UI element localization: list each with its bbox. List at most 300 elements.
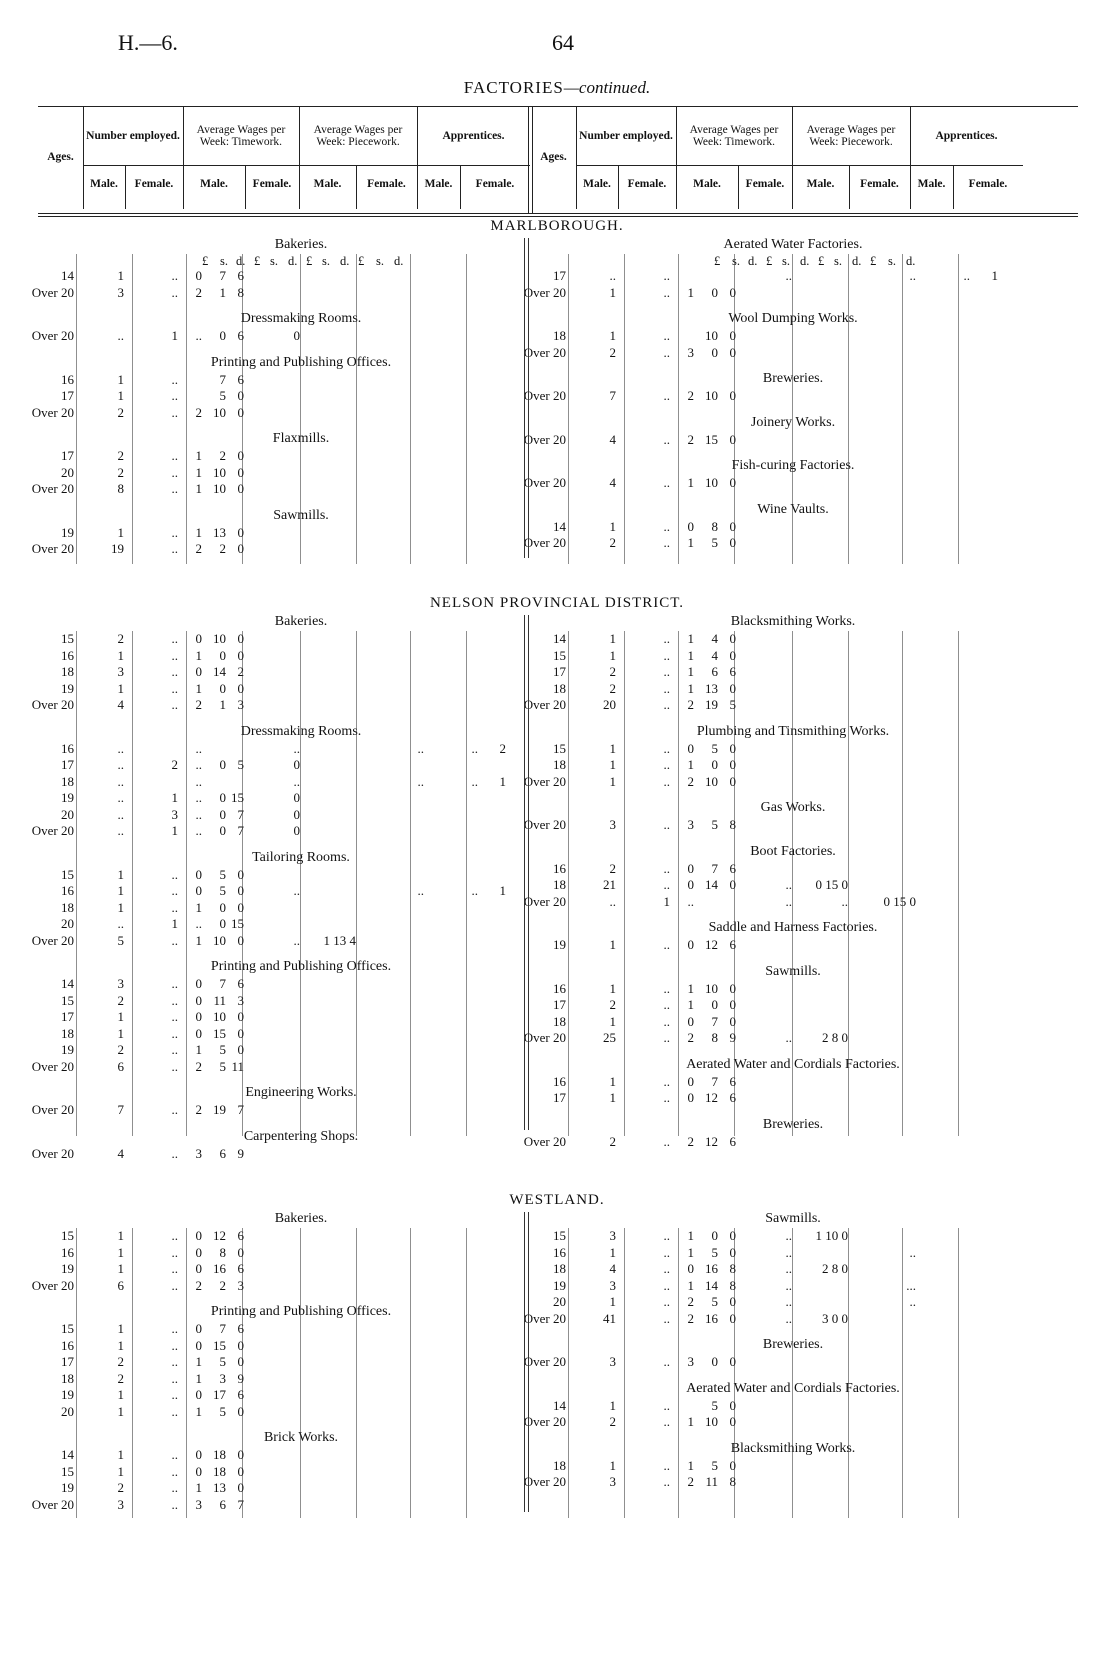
cell-S: 0 <box>711 757 718 772</box>
cell-D: 8 <box>237 284 244 300</box>
table-row <box>26 664 546 681</box>
header-female: Female. <box>134 178 174 190</box>
cell-S: 12 <box>213 1228 226 1243</box>
cell-pm: 0 <box>293 757 300 772</box>
table-row <box>518 268 1038 285</box>
cell-af: 1 <box>499 773 506 789</box>
cell-S: 6 <box>711 664 718 679</box>
cell-L: 1 <box>195 1042 202 1057</box>
cell-f: .. <box>171 448 178 463</box>
money-unit: £ <box>870 254 877 268</box>
cell-S: 10 <box>705 328 718 343</box>
cell-f: .. <box>663 284 670 300</box>
cell-S: 0 <box>219 328 226 343</box>
cell-D: 3 <box>237 697 244 712</box>
cell-age: Over 20 <box>523 893 566 909</box>
cell-m: 2 <box>609 680 616 696</box>
header-piecework: Average Wages per Week: Piecework. <box>806 124 896 148</box>
cell-L: 1 <box>687 535 694 550</box>
cell-f: .. <box>171 371 178 387</box>
cell-L: 1 <box>195 448 202 463</box>
header-female: Female. <box>860 178 899 190</box>
cell-pm: .. <box>785 1294 792 1309</box>
table-row <box>26 790 546 807</box>
cell-am: .. <box>471 740 478 756</box>
cell-age: 17 <box>61 388 74 403</box>
cell-L: 2 <box>687 697 694 712</box>
cell-m: 1 <box>117 1261 124 1276</box>
cell-m: 1 <box>117 1009 124 1024</box>
header-male: Male. <box>917 178 946 190</box>
cell-age: 15 <box>553 647 566 663</box>
cell-D: 6 <box>729 1073 736 1089</box>
cell-S: 1 <box>219 284 226 300</box>
money-unit: s. <box>732 254 740 268</box>
cell-m: 1 <box>117 1321 124 1336</box>
industry-group <box>518 1056 1038 1116</box>
cell-m: .. <box>117 773 124 789</box>
cell-S: 8 <box>711 518 718 534</box>
industry-name: Sawmills. <box>273 507 329 523</box>
cell-f: .. <box>171 1480 178 1495</box>
cell-f: .. <box>171 1025 178 1041</box>
cell-age: 18 <box>553 680 566 696</box>
industry-name: Dressmaking Rooms. <box>240 311 362 326</box>
cell-L: 1 <box>687 680 694 696</box>
industry-name: Bakeries. <box>274 1211 328 1226</box>
cell-L: 2 <box>195 1058 202 1074</box>
cell-m: 8 <box>117 481 124 496</box>
cell-D: 3 <box>237 1277 244 1293</box>
industry-group <box>26 1128 546 1172</box>
cell-age: 14 <box>61 1447 74 1462</box>
cell-f: .. <box>663 1228 670 1243</box>
industry-name: Boot Factories. <box>750 843 836 859</box>
cell-S: 7 <box>219 268 226 283</box>
industry-group <box>26 310 546 354</box>
table-row <box>26 1042 546 1059</box>
cell-f: .. <box>171 1042 178 1057</box>
cell-S: 0 <box>219 757 226 772</box>
cell-D: 7 <box>237 806 244 822</box>
header-female: Female. <box>367 178 406 190</box>
cell-m: 2 <box>609 997 616 1012</box>
cell-age: 16 <box>553 860 566 876</box>
cell-S: 16 <box>705 1261 718 1276</box>
cell-L: 3 <box>687 1354 694 1369</box>
cell-age: Over 20 <box>31 1496 74 1512</box>
cell-D: 0 <box>237 464 244 480</box>
cell-S: 5 <box>711 1457 718 1473</box>
cell-m: 2 <box>117 1354 124 1369</box>
header-apprentices: Apprentices. <box>935 130 998 142</box>
cell-m: 3 <box>117 1496 124 1512</box>
cell-D: 0 <box>237 1337 244 1353</box>
cell-m: 1 <box>609 1457 616 1473</box>
money-unit: £ <box>202 254 209 268</box>
cell-m: .. <box>117 916 124 931</box>
cell-D: 0 <box>729 997 736 1012</box>
cell-D: 8 <box>729 1261 736 1276</box>
table-row <box>26 1480 546 1497</box>
cell-D: 0 <box>237 541 244 556</box>
cell-L: 0 <box>195 1025 202 1041</box>
cell-D: 0 <box>237 1009 244 1024</box>
cell-S: 0 <box>219 790 226 805</box>
cell-D: 0 <box>729 1228 736 1243</box>
cell-D: 8 <box>729 1277 736 1293</box>
cell-age: 20 <box>61 464 74 480</box>
industry-group <box>26 958 546 1084</box>
cell-S: 13 <box>213 524 226 540</box>
cell-age: Over 20 <box>523 344 566 360</box>
cell-S: 13 <box>705 680 718 696</box>
cell-age: 18 <box>553 1261 566 1276</box>
cell-age: 19 <box>553 1277 566 1293</box>
cell-D: 0 <box>729 475 736 490</box>
cell-D: 6 <box>729 860 736 876</box>
cell-age: Over 20 <box>523 284 566 300</box>
industry-group <box>26 430 546 507</box>
cell-age: Over 20 <box>523 1310 566 1326</box>
cell-S: 15 <box>213 1337 226 1353</box>
cell-m: 1 <box>117 1387 124 1402</box>
industry-group <box>26 354 546 431</box>
cell-L: 1 <box>195 899 202 915</box>
cell-D: 15 <box>231 790 244 805</box>
cell-age: 19 <box>553 937 566 952</box>
table-row <box>518 432 1038 449</box>
table-row <box>26 1371 546 1388</box>
cell-m: 2 <box>609 344 616 360</box>
cell-age: 18 <box>61 664 74 679</box>
industry-name: Aerated Water Factories. <box>723 237 863 252</box>
cell-m: 1 <box>609 757 616 772</box>
cell-L: 2 <box>195 1102 202 1117</box>
cell-f: .. <box>663 1261 670 1276</box>
cell-D: 0 <box>237 1042 244 1057</box>
cell-L: 1 <box>195 1354 202 1369</box>
cell-m: 1 <box>117 883 124 898</box>
cell-L: 2 <box>687 773 694 789</box>
cell-L: 0 <box>195 992 202 1008</box>
cell-f: .. <box>171 899 178 915</box>
cell-f: 3 <box>171 806 178 822</box>
cell-f: .. <box>171 464 178 480</box>
table-row <box>518 894 1038 911</box>
cell-m: 4 <box>117 697 124 712</box>
cell-f: .. <box>171 1321 178 1336</box>
cell-S: 17 <box>213 1387 226 1402</box>
cell-m: 2 <box>117 631 124 646</box>
industry-group <box>518 457 1038 501</box>
cell-S: 5 <box>711 1294 718 1309</box>
header-male: Male. <box>583 178 611 190</box>
section-column-left <box>26 1210 546 1522</box>
cell-f: .. <box>663 697 670 712</box>
industry-name: Breweries. <box>762 1116 824 1132</box>
cell-L: 0 <box>195 1463 202 1479</box>
cell-S: 6 <box>219 1496 226 1512</box>
table-row <box>518 1134 1038 1151</box>
cell-f: .. <box>171 1102 178 1117</box>
header-female: Female. <box>252 178 292 190</box>
cell-pf: 0 15 0 <box>883 893 916 909</box>
cell-f: .. <box>171 541 178 556</box>
cell-age: 17 <box>61 1009 74 1024</box>
table-row <box>518 741 1038 758</box>
cell-f: .. <box>171 1447 178 1462</box>
industry-group <box>518 501 1038 561</box>
cell-pm: .. <box>785 268 792 283</box>
cell-L: 2 <box>687 1474 694 1489</box>
cell-L: 0 <box>687 740 694 756</box>
cell-f: .. <box>171 1058 178 1074</box>
cell-pm: .. <box>785 1277 792 1293</box>
money-unit: £ <box>714 254 721 268</box>
cell-D: 7 <box>237 1496 244 1512</box>
cell-pm: .. <box>785 1310 792 1326</box>
cell-L: 0 <box>195 1447 202 1462</box>
cell-f: .. <box>663 647 670 663</box>
cell-m: 19 <box>111 541 124 556</box>
cell-m: 3 <box>609 1277 616 1293</box>
industry-group <box>518 1380 1038 1440</box>
cell-m: 3 <box>609 1474 616 1489</box>
cell-pm: 0 <box>293 823 300 838</box>
money-unit: d. <box>800 254 810 268</box>
table-row <box>518 285 1038 302</box>
table-row <box>518 345 1038 362</box>
cell-age: 16 <box>553 980 566 996</box>
cell-L: 1 <box>195 1403 202 1419</box>
cell-L: 0 <box>687 518 694 534</box>
cell-D: 9 <box>237 1370 244 1386</box>
cell-age: Over 20 <box>523 475 566 490</box>
table-row <box>518 1014 1038 1031</box>
cell-pm: .. <box>785 1244 792 1260</box>
cell-age: 14 <box>553 518 566 534</box>
cell-f: 1 <box>171 328 178 343</box>
cell-L: 1 <box>195 1370 202 1386</box>
cell-L: 2 <box>195 1277 202 1293</box>
money-unit: £ <box>766 254 773 268</box>
cell-m: 1 <box>609 937 616 952</box>
cell-D: 6 <box>729 937 736 952</box>
table-row <box>518 664 1038 681</box>
cell-S: 2 <box>219 448 226 463</box>
table-row <box>518 1228 1038 1245</box>
cell-m: 3 <box>117 284 124 300</box>
cell-age: 19 <box>61 1480 74 1495</box>
table-row <box>26 900 546 917</box>
cell-age: 17 <box>553 997 566 1012</box>
money-units-row <box>518 254 1038 268</box>
cell-D: 0 <box>729 680 736 696</box>
cell-f: 1 <box>171 916 178 931</box>
cell-S: 18 <box>213 1463 226 1479</box>
cell-D: 5 <box>237 757 244 772</box>
cell-D: 0 <box>237 680 244 696</box>
cell-m: 1 <box>117 866 124 882</box>
cell-D: 6 <box>237 371 244 387</box>
cell-pm: .. <box>785 1261 792 1276</box>
cell-f: .. <box>663 1474 670 1489</box>
cell-age: 18 <box>61 1025 74 1041</box>
cell-S: 5 <box>219 1042 226 1057</box>
cell-f: .. <box>171 631 178 646</box>
cell-m: 3 <box>609 817 616 832</box>
cell-age: Over 20 <box>31 284 74 300</box>
money-unit: d. <box>394 254 404 268</box>
cell-m: 20 <box>603 697 616 712</box>
cell-f: .. <box>663 937 670 952</box>
cell-m: 4 <box>117 1145 124 1161</box>
cell-m: 1 <box>117 371 124 387</box>
cell-age: 18 <box>61 1370 74 1386</box>
cell-S: 14 <box>213 664 226 679</box>
cell-m: 1 <box>117 647 124 663</box>
cell-f: .. <box>663 740 670 756</box>
table-row <box>26 405 546 422</box>
industry-group <box>518 1440 1038 1500</box>
table-row <box>518 1245 1038 1262</box>
cell-pm: .. <box>293 773 300 789</box>
cell-age: 16 <box>61 1244 74 1260</box>
cell-D: 7 <box>237 823 244 838</box>
cell-m: 1 <box>117 1463 124 1479</box>
cell-L: 0 <box>195 631 202 646</box>
cell-L: 3 <box>687 344 694 360</box>
header-timework: Average Wages per Week: Timework. <box>689 124 779 148</box>
cell-age: 18 <box>61 773 74 789</box>
cell-L: 0 <box>687 937 694 952</box>
cell-L: 1 <box>195 932 202 948</box>
cell-pw: 0 15 0 <box>815 877 848 892</box>
table-row <box>518 519 1038 536</box>
cell-D: 0 <box>729 1013 736 1029</box>
industry-name: Gas Works. <box>760 800 826 815</box>
money-unit: s. <box>834 254 842 268</box>
cell-S: 14 <box>705 1277 718 1293</box>
cell-D: 0 <box>729 1354 736 1369</box>
cell-L: 1 <box>195 464 202 480</box>
header-female: Female. <box>475 178 515 190</box>
cell-age: 20 <box>61 806 74 822</box>
industry-name: Aerated Water and Cordials Factories. <box>686 1056 900 1072</box>
cell-L: 1 <box>687 1414 694 1429</box>
cell-pw: 1 10 0 <box>815 1228 848 1243</box>
cell-m: 1 <box>609 740 616 756</box>
cell-S: 7 <box>711 1073 718 1089</box>
cell-m: 3 <box>117 976 124 991</box>
cell-L: 0 <box>195 1244 202 1260</box>
cell-S: 10 <box>213 1009 226 1024</box>
cell-D: 0 <box>237 404 244 420</box>
cell-age: 19 <box>61 1261 74 1276</box>
industry-group <box>518 236 1038 310</box>
cell-f: .. <box>663 631 670 646</box>
cell-f: .. <box>171 1277 178 1293</box>
cell-age: Over 20 <box>523 697 566 712</box>
cell-L: 0 <box>195 1261 202 1276</box>
cell-m: 2 <box>609 860 616 876</box>
cell-m: 2 <box>609 1133 616 1149</box>
cell-L: 2 <box>195 541 202 556</box>
cell-f: .. <box>171 866 178 882</box>
industry-group <box>518 613 1038 723</box>
industry-name: Sawmills. <box>765 1211 821 1226</box>
cell-L: 0 <box>687 877 694 892</box>
header-male: Male. <box>200 178 228 190</box>
cell-pm: 0 <box>293 790 300 805</box>
section-column-right <box>518 236 1038 561</box>
cell-age: Over 20 <box>31 1102 74 1117</box>
header-female: Female. <box>627 178 667 190</box>
table-row <box>518 681 1038 698</box>
cell-L: 2 <box>195 284 202 300</box>
cell-age: Over 20 <box>31 932 74 948</box>
cell-S: 0 <box>219 823 226 838</box>
cell-am: .. <box>471 773 478 789</box>
cell-age: Over 20 <box>523 1030 566 1045</box>
cell-S: 10 <box>213 464 226 480</box>
cell-f: .. <box>171 404 178 420</box>
cell-age: 14 <box>61 268 74 283</box>
cell-S: 5 <box>219 1058 226 1074</box>
cell-L: 1 <box>687 997 694 1012</box>
cell-L: 0 <box>687 1073 694 1089</box>
cell-age: 19 <box>61 1387 74 1402</box>
cell-L: 2 <box>687 1294 694 1309</box>
table-row <box>26 757 546 774</box>
cell-m: .. <box>117 757 124 772</box>
cell-m: 7 <box>609 388 616 403</box>
industry-group <box>26 507 546 567</box>
cell-L: 1 <box>687 647 694 663</box>
cell-age: 17 <box>61 448 74 463</box>
cell-age: 14 <box>553 1397 566 1413</box>
money-unit: s. <box>782 254 790 268</box>
cell-age: Over 20 <box>31 1058 74 1074</box>
table-row <box>518 648 1038 665</box>
cell-D: 0 <box>729 1244 736 1260</box>
cell-S: 15 <box>705 431 718 447</box>
cell-m: 41 <box>603 1310 616 1326</box>
cell-S: 5 <box>219 883 226 898</box>
cell-m: 2 <box>609 664 616 679</box>
industry-name: Tailoring Rooms. <box>252 849 350 865</box>
cell-f: .. <box>663 1354 670 1369</box>
cell-age: 19 <box>61 680 74 696</box>
cell-L: 2 <box>687 431 694 447</box>
cell-S: 5 <box>711 535 718 550</box>
cell-age: 14 <box>61 976 74 991</box>
money-unit: £ <box>818 254 825 268</box>
cell-L: 3 <box>195 1145 202 1161</box>
table-row <box>518 697 1038 714</box>
table-row <box>518 1354 1038 1371</box>
cell-f: 1 <box>171 823 178 838</box>
cell-age: 20 <box>61 916 74 931</box>
cell-f: .. <box>663 518 670 534</box>
table-row <box>26 465 546 482</box>
cell-age: Over 20 <box>31 1277 74 1293</box>
cell-D: 0 <box>729 1414 736 1429</box>
cell-m: 1 <box>609 1397 616 1413</box>
cell-D: 0 <box>237 866 244 882</box>
cell-age: 14 <box>553 631 566 646</box>
